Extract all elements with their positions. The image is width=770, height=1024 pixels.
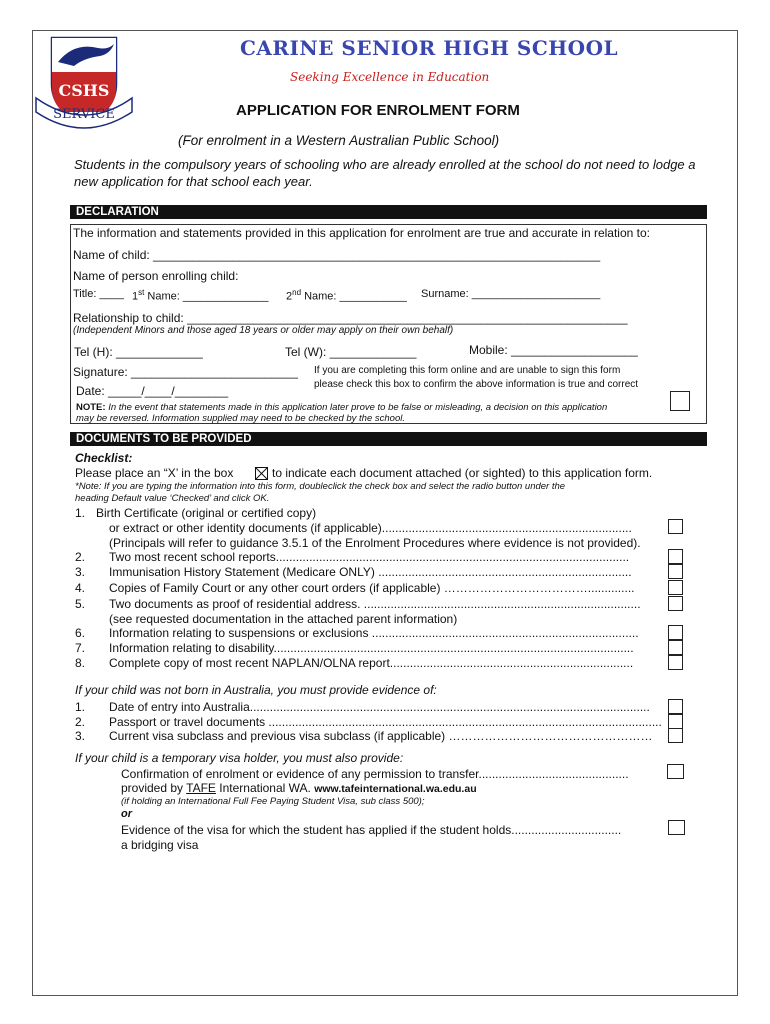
name-of-person-label: Name of person enrolling child: xyxy=(73,269,239,283)
first-name-field[interactable]: 1st Name: ______________ xyxy=(132,288,269,303)
checklist-item-checkbox[interactable] xyxy=(668,580,683,595)
checklist-item-text: Information relating to suspensions or exclusions ................................................................................ xyxy=(109,626,639,640)
visa-confirmation-line: Confirmation of enrolment or evidence of any permission to transfer............................................. xyxy=(121,767,629,781)
note-line-2: may be reversed. Information supplied may need to be checked by the school. xyxy=(76,413,405,424)
bridging-visa-line: Evidence of the visa for which the student has applied if the student holds................................. xyxy=(121,823,622,837)
checklist-item-checkbox[interactable] xyxy=(668,549,683,564)
checklist-item-number: 5. xyxy=(75,597,86,611)
checklist-item-text: Information relating to disability............................................................................................................ xyxy=(109,641,634,655)
online-note-line-2: please check this box to confirm the above information is true and correct xyxy=(314,379,639,390)
bridging-visa-checkbox[interactable] xyxy=(668,820,685,835)
checklist-item-number: 4. xyxy=(75,581,86,595)
documents-heading: DOCUMENTS TO BE PROVIDED xyxy=(70,432,707,446)
second-name-field[interactable]: 2nd Name: ___________ xyxy=(286,288,407,303)
visa-provider-line: provided by TAFE International WA. www.tafeinternational.wa.edu.au xyxy=(121,781,477,795)
checklist-item-number: 2. xyxy=(75,550,86,564)
not-born-item-checkbox[interactable] xyxy=(668,728,683,743)
checklist-item-text: Birth Certificate (original or certified copy) xyxy=(96,506,317,520)
not-born-item-text: Current visa subclass and previous visa subclass (if applicable) …………………………………………… xyxy=(109,729,653,743)
checklist-instruction-end: to indicate each document attached (or sighted) to this application form. xyxy=(272,466,653,480)
note-line-1: NOTE: In the event that statements made in this application later prove to be false or misleading, a decision on this application xyxy=(76,402,608,413)
checklist-item-checkbox[interactable] xyxy=(668,564,683,579)
checklist-item-number: 3. xyxy=(75,565,86,579)
signature-field[interactable]: Signature: _________________________ xyxy=(73,365,298,379)
checklist-item-text: (see requested documentation in the attached parent information) xyxy=(109,612,458,626)
checklist-item-text: (Principals will refer to guidance 3.5.1 of the Enrolment Procedures where evidence is not provided). xyxy=(109,536,641,550)
tel-w-field[interactable]: Tel (W): _____________ xyxy=(285,345,417,359)
not-born-item-number: 1. xyxy=(75,700,86,714)
visa-subclass-note: (if holding an International Full Fee Paying Student Visa, sub class 500); xyxy=(121,796,425,807)
svg-text:CSHS: CSHS xyxy=(58,81,110,100)
checklist-item-checkbox[interactable] xyxy=(668,655,683,670)
title-field[interactable]: Title: ____ xyxy=(73,288,124,300)
form-title: APPLICATION FOR ENROLMENT FORM xyxy=(236,102,520,119)
date-field[interactable]: Date: _____/____/________ xyxy=(76,384,229,398)
surname-field[interactable]: Surname: _____________________ xyxy=(421,288,601,300)
checklist-item-number: 7. xyxy=(75,641,86,655)
tel-h-field[interactable]: Tel (H): _____________ xyxy=(74,345,203,359)
checklist-item-number: 1. xyxy=(75,506,86,520)
school-crest-logo xyxy=(34,32,134,132)
checklist-item-text: or extract or other identity documents (if applicable)........................................................................... xyxy=(109,521,632,535)
checklist-item-text: Complete copy of most recent NAPLAN/OLNA report......................................................................... xyxy=(109,656,634,670)
checklist-item-text: Immunisation History Statement (Medicare ONLY) ............................................................................ xyxy=(109,565,632,579)
visa-heading: If your child is a temporary visa holder, you must also provide: xyxy=(75,751,404,765)
checklist-label: Checklist: xyxy=(75,451,133,465)
school-name: CARINE SENIOR HIGH SCHOOL xyxy=(240,36,619,60)
checklist-item-number: 6. xyxy=(75,626,86,640)
checklist-item-checkbox[interactable] xyxy=(668,519,683,534)
svg-text:SERVICE: SERVICE xyxy=(53,107,115,122)
school-tagline: Seeking Excellence in Education xyxy=(290,70,490,84)
online-note-line-1: If you are completing this form online and are unable to sign this form xyxy=(314,365,621,376)
name-of-child-field[interactable]: Name of child: ___________________________________________________________________ xyxy=(73,248,601,262)
checked-box-icon xyxy=(255,467,268,480)
declaration-heading: DECLARATION xyxy=(70,205,707,219)
form-subtitle: (For enrolment in a Western Australian Public School) xyxy=(178,133,500,148)
visa-confirmation-checkbox[interactable] xyxy=(667,764,684,779)
typing-note-line-1: *Note: If you are typing the information into this form, doubleclick the check box and select the radio button under the xyxy=(75,481,566,492)
checklist-item-text: Two most recent school reports.......................................................................................................... xyxy=(109,550,630,564)
checklist-item-checkbox[interactable] xyxy=(668,640,683,655)
declaration-statement: The information and statements provided in this application for enrolment are true and accurate in relation to: xyxy=(73,226,650,240)
checklist-item-checkbox[interactable] xyxy=(668,625,683,640)
checklist-item-checkbox[interactable] xyxy=(668,596,683,611)
bridging-visa-line-2: a bridging visa xyxy=(121,838,199,852)
not-born-item-number: 3. xyxy=(75,729,86,743)
not-born-item-text: Date of entry into Australia........................................................................................................................ xyxy=(109,700,650,714)
checklist-item-number: 8. xyxy=(75,656,86,670)
not-born-item-number: 2. xyxy=(75,715,86,729)
checklist-instruction-start: Please place an “X’ in the box xyxy=(75,466,234,480)
relationship-field[interactable]: Relationship to child: __________________________________________________________________ xyxy=(73,311,628,325)
visa-or: or xyxy=(121,808,132,820)
checklist-item-text: Copies of Family Court or any other court orders (if applicable) ……………………………….............. xyxy=(109,581,635,595)
confirm-online-checkbox[interactable] xyxy=(670,391,690,411)
not-born-heading: If your child was not born in Australia, you must provide evidence of: xyxy=(75,683,437,697)
not-born-item-text: Passport or travel documents ...................................................................................................................... xyxy=(109,715,662,729)
relationship-note: (Independent Minors and those aged 18 years or older may apply on their own behalf) xyxy=(73,325,454,336)
typing-note-line-2: heading Default value ‘Checked’ and click OK. xyxy=(75,493,270,504)
not-born-item-checkbox[interactable] xyxy=(668,714,683,729)
intro-text: Students in the compulsory years of schooling who are already enrolled at the school do not need to lodge a new application for that school each year. xyxy=(74,157,696,189)
mobile-field[interactable]: Mobile: ___________________ xyxy=(469,343,638,357)
not-born-item-checkbox[interactable] xyxy=(668,699,683,714)
checklist-item-text: Two documents as proof of residential address. ................................................................................... xyxy=(109,597,641,611)
